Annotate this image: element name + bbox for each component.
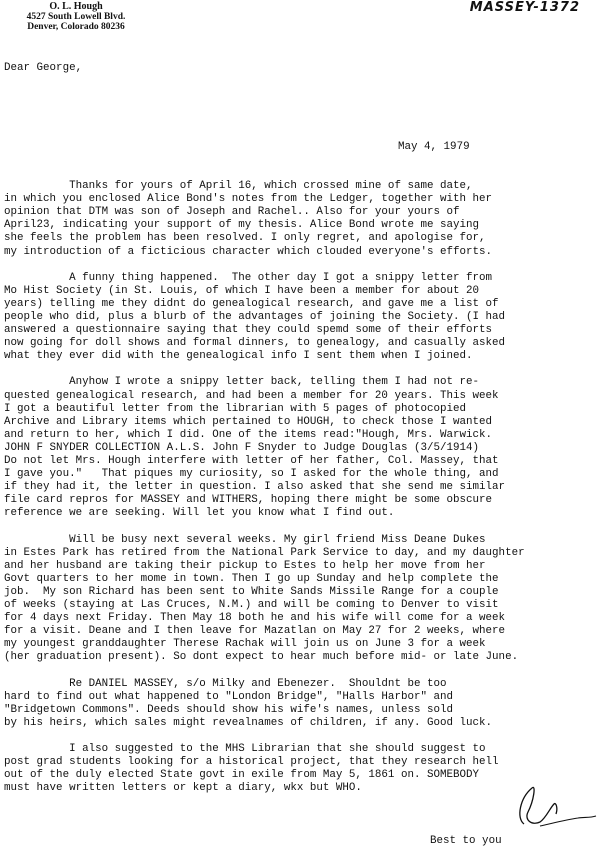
paragraph-line: opinion that DTM was son of Joseph and Rachel.. Also for your yours of (4, 206, 460, 219)
paragraph-line: Will be busy next several weeks. My girl friend Miss Deane Dukes (4, 533, 486, 546)
paragraph-line: in which you enclosed Alice Bond's notes from the Ledger, together with her (4, 193, 493, 206)
paragraph-line: reference we are seeking. Will let you know what I find out. (4, 507, 395, 520)
paragraph-line: Anyhow I wrote a snippy letter back, telling them I had not re- (4, 376, 480, 389)
paragraph-gap (4, 665, 598, 678)
paragraph-line: Re DANIEL MASSEY, s/o Milky and Ebenezer. Shouldnt be too (4, 677, 447, 690)
paragraph-line: by his heirs, which sales might revealnames of children, if any. Good luck. (4, 716, 493, 729)
paragraph-line: I also suggested to the MHS Librarian that she should suggest to (4, 743, 486, 756)
paragraph-line: (her graduation present). So dont expect to hear much before mid- or late June. (4, 651, 519, 664)
paragraph-gap (4, 730, 598, 743)
paragraph-line: my introduction of a ficticious character which clouded everyone's efforts. (4, 245, 493, 258)
paragraph-line: my youngest granddaughter Therese Rachak will join us on June 3 for a week (4, 638, 486, 651)
paragraph-line: post grad students looking for a historical project, that they research hell (4, 756, 499, 769)
paragraph-line: Do not let Mrs. Hough interfere with letter of her father, Col. Massey, that (4, 455, 499, 467)
paragraph-line: of weeks (staying at Las Cruces, N.M.) and will be coming to Denver to visit (4, 599, 499, 612)
paragraph-line: "Bridgetown Commons". Deeds should show his wife's names, unless sold (4, 703, 454, 716)
salutation: Dear George, (4, 62, 83, 75)
paragraph-line: April23, indicating your support of my thesis. Alice Bond wrote me saying (4, 219, 480, 232)
paragraph-gap (4, 520, 598, 533)
handwritten-signature (510, 778, 600, 833)
paragraph-line: answered a questionnaire saying that they could spemd some of their efforts (4, 324, 493, 337)
letterhead (10, 2, 142, 32)
letter-date (4, 141, 598, 154)
paragraph-line: years) telling me they didnt do genealogical research, and gave me a list of (4, 297, 499, 310)
paragraph-line: A funny thing happened. The other day I got a snippy letter from (4, 271, 493, 284)
paragraph-line: in Estes Park has retired from the National Park Service to day, and my daughter (4, 546, 525, 559)
closing-text: Best to you (430, 834, 502, 847)
paragraph-line: now going for doll shows and formal dinners, to genealogy, and casually asked (4, 337, 506, 350)
paragraph-line: must have written letters or kept a diary, wkx but WHO. (4, 782, 362, 795)
handwritten-file-note: MASSEY-1372 (469, 0, 580, 15)
sender-street: 4527 South Lowell Blvd. (26, 12, 126, 22)
paragraph-line: and return to her, which I did. One of the items read:"Hough, Mrs. Warwick. (4, 428, 493, 441)
paragraph-line: people who did, plus a blurb of the advantages of joining the Society. (I had (4, 310, 506, 323)
paragraph-line: I gave you." That piques my curiosity, so I asked for the whole thing, and (4, 468, 499, 481)
paragraph-gap (4, 259, 598, 272)
paragraph-line: for a visit. Deane and I then leave for Mazatlan on May 27 for 2 weeks, where (4, 625, 506, 638)
paragraph-line: job. My son Richard has been sent to White Sands Missile Range for a couple (4, 585, 499, 598)
paragraph-line: and her husband are taking their pickup to Estes to help her move from her (4, 559, 486, 572)
paragraph-line: for 4 days next Friday. Then May 18 both he and his wife will come for a week (4, 612, 506, 625)
paragraph-line: quested genealogical research, and had been a member for 20 years. This week (4, 389, 499, 402)
paragraph-line: if they had it, the letter in question. I also asked that she send me similar (4, 481, 506, 494)
paragraph-line: what they ever did with the genealogical info I sent them when I joined. (4, 350, 473, 363)
spacer (4, 101, 598, 114)
paragraph-line: JOHN F SNYDER COLLECTION A.L.S. John F Snyder to Judge Douglas (3/5/1914) (4, 441, 480, 454)
paragraphs (4, 180, 598, 809)
paragraph-line: Archive and Library items which pertained to HOUGH, to check those I wanted (4, 415, 493, 428)
date-text: May 4, 1979 (398, 140, 470, 153)
paragraph-gap (4, 363, 598, 376)
sender-city: Denver, Colorado 80236 (27, 22, 125, 32)
paragraph-line: Thanks for yours of April 16, which crossed mine of same date, (4, 180, 473, 193)
paragraph-line: she feels the problem has been resolved. I only regret, and apologise for, (4, 232, 486, 245)
closing-line (4, 835, 598, 848)
paragraph-gap (4, 795, 598, 808)
sender-name: O. L. Hough (49, 1, 103, 12)
paragraph-line: Govt quarters to her mome in town. Then I go up Sunday and help complete the (4, 572, 499, 585)
letter-body (4, 36, 598, 861)
paragraph-line: file card repros for MASSEY and WITHERS, hoping there might be some obscure (4, 494, 493, 507)
paragraph-line: I got a beautiful letter from the librarian with 5 pages of photocopied (4, 402, 467, 415)
paragraph-line: hard to find out what happened to "London Bridge", "Halls Harbor" and (4, 690, 454, 703)
paragraph-line: Mo Hist Society (in St. Louis, of which I have been a member for about 20 (4, 284, 480, 297)
paragraph-line: out of the duly elected State govt in exile from May 5, 1861 on. SOMEBODY (4, 769, 480, 782)
